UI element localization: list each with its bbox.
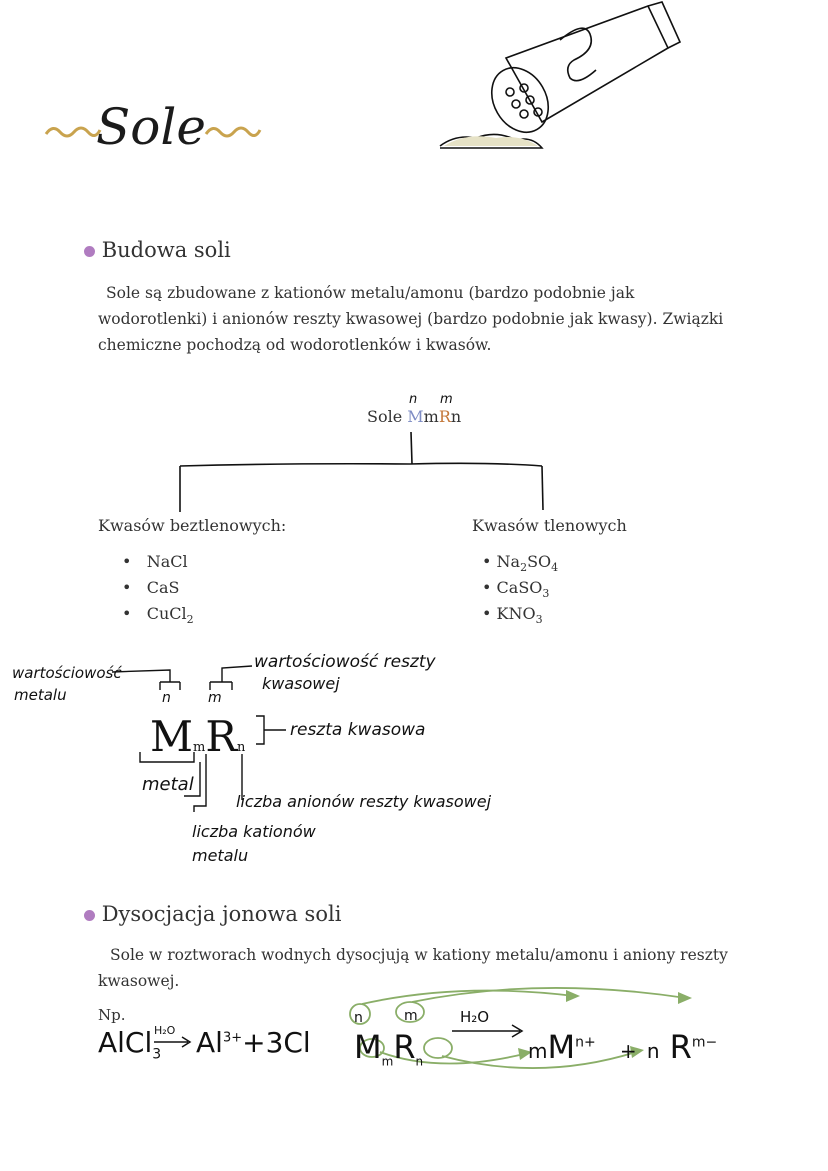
annotation-anion-count: liczba anionów reszty kwasowej (236, 792, 492, 811)
annotation-bracket-lines (110, 660, 310, 840)
annotated-formula: MmRn (150, 712, 246, 761)
list-item: • CuCl$_2$ (122, 604, 194, 627)
example-equation: AlCl$_3$ (98, 1026, 162, 1063)
annotation-acid-residue: reszta kwasowa (290, 720, 426, 740)
page-title: Sole (96, 98, 206, 156)
annotation-metal: metal (142, 774, 194, 795)
gen-m-circled: m (404, 1008, 418, 1024)
example-label: Np. (98, 1006, 126, 1024)
annotation-cation-count: liczba kationów (192, 822, 316, 841)
annotation-cation-count-2: metalu (192, 846, 249, 865)
title-wave-left-icon (44, 120, 102, 144)
gen-n-circled: n (354, 1010, 363, 1026)
left-branch-heading: Kwasów beztlenowych: (98, 516, 287, 535)
gen-water-label: H₂O (460, 1008, 490, 1026)
gen-products: $mM^{n+} + n$ $R^{m-}$ (528, 1028, 718, 1066)
tree-branch-lines (170, 430, 560, 516)
list-item: • $KNO_3$ (482, 604, 543, 627)
example-products: $Al^{3+}+3Cl$ (196, 1026, 311, 1059)
section-heading-budowa: Budowa soli (84, 238, 231, 262)
example-arrow-icon (152, 1036, 194, 1048)
dysocjacja-paragraph: Sole w roztworach wodnych dysocjują w kationy metalu/amonu i aniony reszty kwasowej. (98, 946, 728, 990)
annotation-valence-acid: wartościowość reszty (254, 652, 436, 672)
gen-arrow-icon (450, 1024, 526, 1038)
list-item: • CaS (122, 578, 180, 597)
list-item: • NaCl (122, 552, 188, 571)
annotation-small-n: n (162, 690, 171, 706)
annotation-valence-acid-2: kwasowej (262, 674, 340, 693)
right-branch-heading: Kwasów tlenowych (472, 516, 627, 535)
budowa-paragraph: Sole są zbudowane z kationów metalu/amonu (bardzo podobnie jak wodorotlenki) i anionów reszty kwasowej (bardzo podobnie jak kwasy). Związki chemiczne pochodzą od wodorotlenków i kwasów. (98, 284, 724, 354)
formula-root: Sole MmRn (367, 407, 462, 426)
annotation-small-m: m (208, 690, 222, 706)
example-water-label: H₂O (154, 1024, 176, 1037)
title-wave-right-icon (204, 120, 262, 144)
bullet-icon (84, 246, 95, 257)
bullet-icon (84, 910, 95, 921)
list-item: • CaSO$_3$ (482, 578, 550, 601)
annotation-valence-metal: wartościowość (12, 664, 122, 682)
gen-reactant: $M_mR_n$ (354, 1028, 424, 1069)
salt-shaker-icon (436, 0, 686, 160)
annotation-valence-metal-2: metalu (14, 686, 67, 704)
right-examples-list (482, 552, 558, 630)
section-heading-dysocjacja: Dysocjacja jonowa soli (84, 902, 341, 926)
left-examples-list (122, 552, 194, 630)
list-item: • $Na_2SO_4$ (482, 552, 559, 575)
